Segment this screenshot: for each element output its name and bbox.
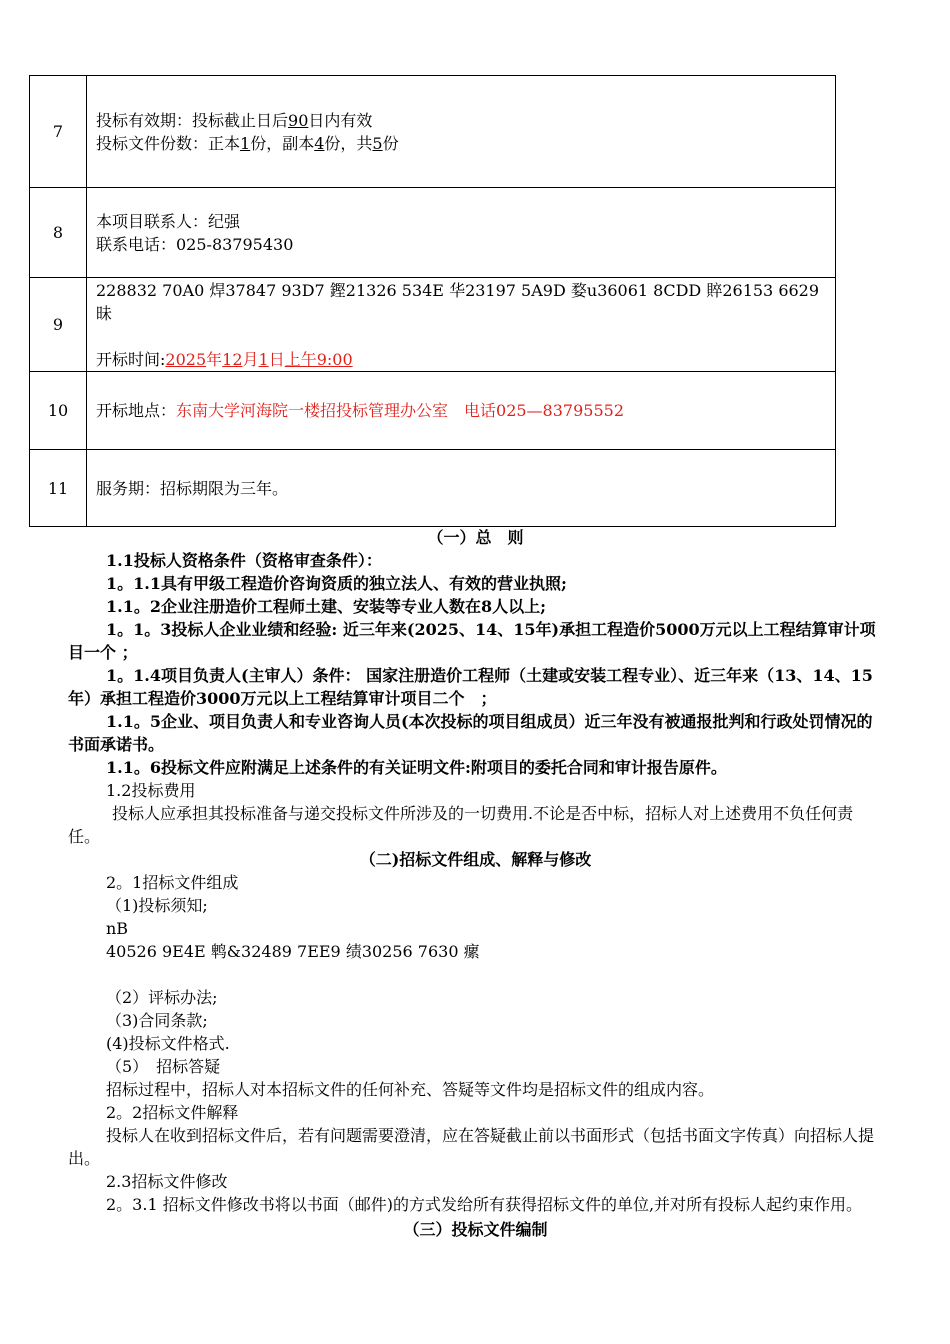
- row-number: 10: [30, 372, 87, 450]
- row-content: [87, 450, 836, 527]
- info-table: [29, 75, 836, 527]
- row-content: [87, 372, 836, 450]
- subheading: 2。2招标文件解释: [106, 1103, 239, 1122]
- contact-phone: 联系电话：025-83795430: [96, 234, 294, 254]
- row-number: 9: [30, 278, 87, 372]
- paragraph: 投标人应承担其投标准备与递交投标文件所涉及的一切费用.不论是否中标，招标人对上述费用不负任何责任。: [68, 804, 854, 846]
- garbled-text: 228832 70A0 焊37847 93D7 鏗21326 534E 华23197 5A9D 婺u36061 8CDD 賥26153 6629 昧: [96, 280, 820, 323]
- validity-line: 投标有效期：投标截止日后90日内有效: [96, 110, 373, 130]
- list-item: （1)投标须知;: [106, 896, 208, 915]
- table-row: [30, 76, 836, 188]
- clause: 1.1。6投标文件应附满足上述条件的有关证明文件:附项目的委托合同和审计报告原件。: [106, 758, 727, 777]
- garbled-text: nB: [106, 919, 129, 938]
- clause: 1。1。3投标人企业业绩和经验: 近三年来(2025、14、15年)承担工程造价5000万元以上工程结算审计项目一个 ；: [68, 620, 876, 662]
- service-period: 服务期：招标期限为三年。: [96, 478, 289, 498]
- list-item: （3)合同条款;: [106, 1011, 208, 1030]
- row-number: 8: [30, 188, 87, 278]
- copies-line: 投标文件份数：正本1份，副本4份，共5份: [96, 133, 399, 153]
- clause: 1.1投标人资格条件（资格审查条件）：: [106, 551, 382, 570]
- table-row: [30, 188, 836, 278]
- paragraph: 2。3.1 招标文件修改书将以书面（邮件)的方式发给所有获得招标文件的单位,并对所有投标人起约束作用。: [106, 1195, 863, 1214]
- open-time: 开标时间:2025年12月1日上午9:00: [96, 349, 353, 369]
- row-content: [87, 76, 836, 188]
- paragraph: 招标过程中，招标人对本招标文件的任何补充、答疑等文件均是招标文件的组成内容。: [106, 1080, 715, 1099]
- section-title: （二)招标文件组成、解释与修改: [359, 850, 592, 869]
- clause: 1.1。5企业、项目负责人和专业咨询人员(本次投标的项目组成员）近三年没有被通报批判和行政处罚情况的书面承诺书。: [68, 712, 873, 754]
- clause: 1。1.1具有甲级工程造价咨询资质的独立法人、有效的营业执照;: [106, 574, 567, 593]
- clause: 1。1.4项目负责人(主审人）条件： 国家注册造价工程师（土建或安装工程专业）、近三年来（13、14、15年）承担工程造价3000万元以上工程结算审计项目二个 ；: [68, 666, 873, 708]
- open-place: 开标地点：东南大学河海院一楼招投标管理办公室 电话025—83795552: [96, 401, 624, 420]
- subheading: 2.3招标文件修改: [106, 1172, 228, 1191]
- row-number: 7: [30, 76, 87, 188]
- table-row: [30, 450, 836, 527]
- row-content: [87, 278, 836, 372]
- clause: 1.1。2企业注册造价工程师土建、安装等专业人数在8人以上;: [106, 597, 547, 616]
- paragraph: 投标人在收到招标文件后，若有问题需要澄清，应在答疑截止前以书面形式（包括书面文字传真）向招标人提出。: [68, 1126, 875, 1168]
- list-item: (4)投标文件格式.: [106, 1034, 230, 1053]
- section-title: （三）投标文件编制: [403, 1220, 548, 1239]
- section-title: （一）总 则: [427, 528, 524, 547]
- row-content: [87, 188, 836, 278]
- table-row: [30, 372, 836, 450]
- table-row: [30, 278, 836, 372]
- row-number: 11: [30, 450, 87, 527]
- subheading: 2。1招标文件组成: [106, 873, 239, 892]
- contact-person: 本项目联系人：纪强: [96, 211, 241, 231]
- document-body: [68, 526, 883, 1241]
- list-item: （2）评标办法;: [106, 988, 218, 1007]
- list-item: （5） 招标答疑: [106, 1057, 221, 1076]
- subheading: 1.2投标费用: [106, 781, 196, 800]
- garbled-text: 40526 9E4E 鹎&32489 7EE9 绩30256 7630 瘰: [106, 942, 480, 961]
